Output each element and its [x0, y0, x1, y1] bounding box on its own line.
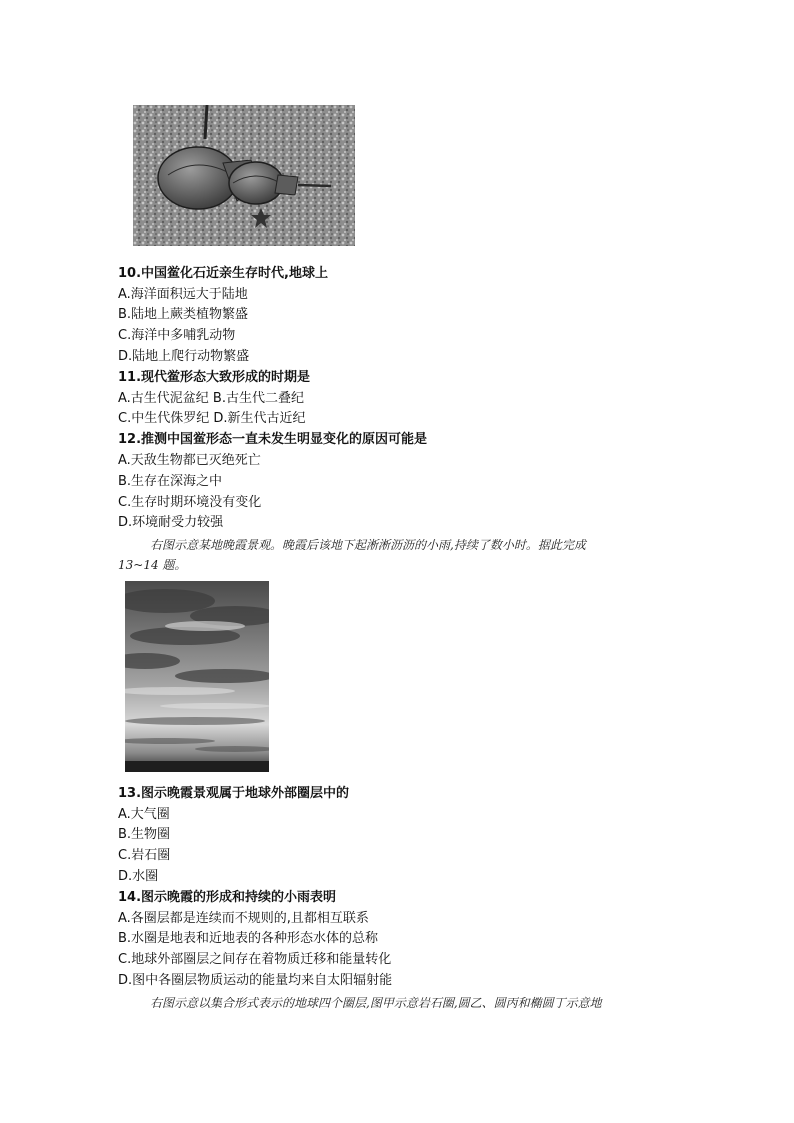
question-12-option-c: C.生存时期环境没有变化	[118, 495, 262, 510]
question-13-option-c: C.岩石圈	[118, 848, 171, 863]
sunset-clouds-photo	[125, 581, 269, 772]
question-11-options-ab: A.古生代泥盆纪 B.古生代二叠纪	[118, 391, 304, 406]
question-12-option-a: A.天敌生物都已灭绝死亡	[118, 453, 261, 468]
intro-13-14-line2: 13~14 题。	[118, 558, 187, 572]
question-14-option-a: A.各圈层都是连续而不规则的,且都相互联系	[118, 911, 369, 926]
intro-13-14-line1: 右图示意某地晚霞景观。晚霞后该地下起淅淅沥沥的小雨,持续了数小时。据此完成	[150, 538, 586, 552]
question-13-stem: 13.图示晚霞景观属于地球外部圈层中的	[118, 786, 350, 801]
question-11-stem: 11.现代鲎形态大致形成的时期是	[118, 370, 311, 385]
question-12-stem: 12.推测中国鲎形态一直未发生明显变化的原因可能是	[118, 432, 428, 447]
question-10-stem: 10.中国鲎化石近亲生存时代,地球上	[118, 266, 328, 281]
question-12-option-b: B.生存在深海之中	[118, 474, 223, 489]
question-11-options-cd: C.中生代侏罗纪 D.新生代古近纪	[118, 411, 306, 426]
sunset-clouds-image	[125, 581, 269, 772]
question-13-option-d: D.水圈	[118, 869, 159, 884]
question-14-option-b: B.水圈是地表和近地表的各种形态水体的总称	[118, 931, 379, 946]
question-10-option-b: B.陆地上蕨类植物繁盛	[118, 307, 249, 322]
question-14-stem: 14.图示晚霞的形成和持续的小雨表明	[118, 890, 337, 905]
intro-next-line1: 右图示意以集合形式表示的地球四个圈层,图甲示意岩石圈,圆乙、圆丙和椭圆丁示意地	[150, 996, 602, 1010]
question-10-option-a: A.海洋面积远大于陆地	[118, 287, 248, 302]
question-13-option-b: B.生物圈	[118, 827, 171, 842]
question-14-option-d: D.图中各圈层物质运动的能量均来自太阳辐射能	[118, 973, 393, 988]
horseshoe-crab-image	[133, 105, 355, 246]
horseshoe-crab-photo	[133, 105, 355, 246]
question-13-option-a: A.大气圈	[118, 807, 170, 822]
question-12-option-d: D.环境耐受力较强	[118, 515, 224, 530]
question-10-option-d: D.陆地上爬行动物繁盛	[118, 349, 250, 364]
question-14-option-c: C.地球外部圈层之间存在着物质迁移和能量转化	[118, 952, 392, 967]
question-10-option-c: C.海洋中多哺乳动物	[118, 328, 236, 343]
